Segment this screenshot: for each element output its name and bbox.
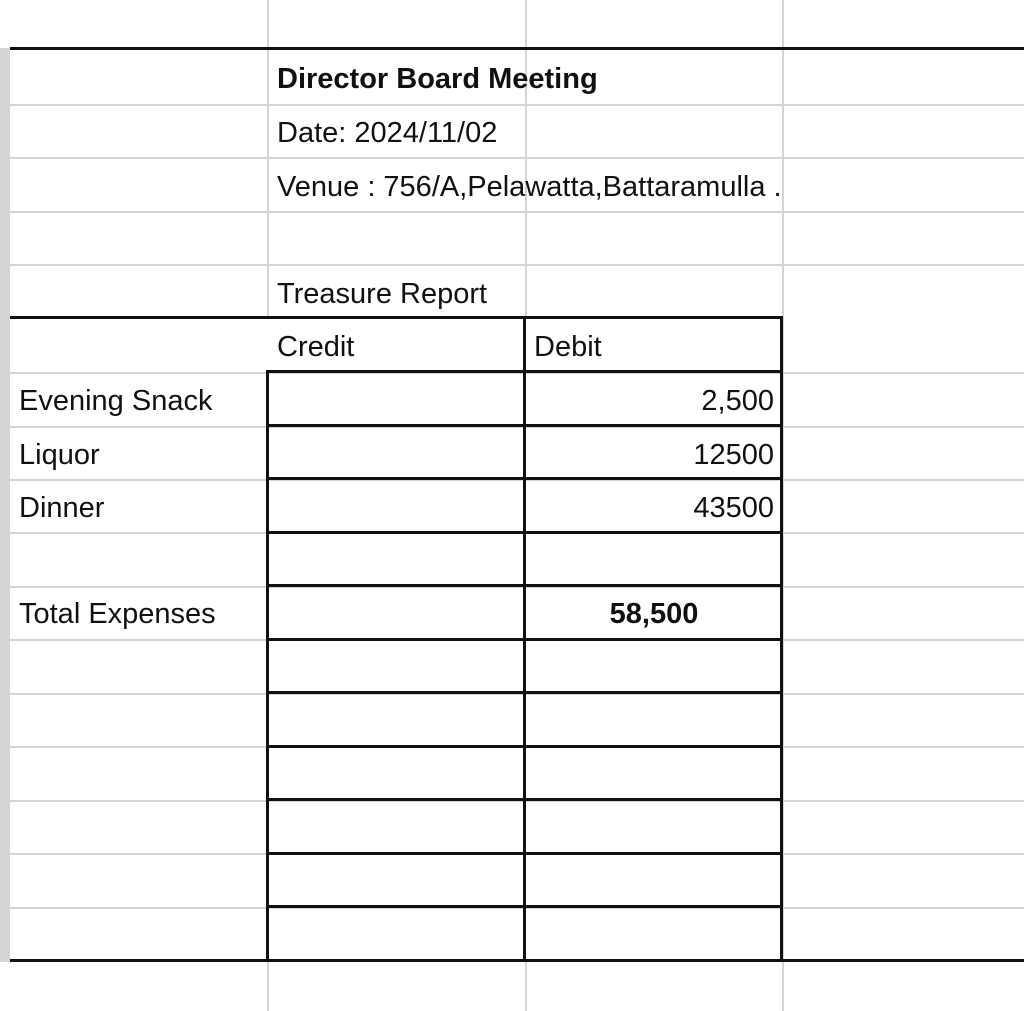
- gridline-vertical: [525, 0, 527, 48]
- meeting-venue-cell[interactable]: Venue : 756/A,Pelawatta,Battaramulla .: [277, 171, 782, 203]
- debit-cell-evening-snack[interactable]: 2,500: [701, 385, 774, 417]
- debit-cell-dinner[interactable]: 43500: [693, 492, 774, 524]
- gridline-vertical: [267, 48, 269, 318]
- meeting-date-cell[interactable]: Date: 2024/11/02: [277, 117, 498, 149]
- border-bottom: [10, 959, 1024, 962]
- gridline-vertical: [267, 962, 269, 1011]
- report-title-cell[interactable]: Treasure Report: [277, 278, 488, 310]
- row-label-evening-snack[interactable]: Evening Snack: [19, 385, 213, 417]
- gridline-vertical: [782, 0, 784, 48]
- credit-header-cell[interactable]: Credit: [277, 331, 355, 363]
- row-label-liquor[interactable]: Liquor: [19, 439, 100, 471]
- gridline-vertical: [525, 962, 527, 1011]
- total-expenses-value[interactable]: 58,500: [609, 598, 699, 630]
- debit-cell-liquor[interactable]: 12500: [693, 439, 774, 471]
- gridline-vertical: [0, 48, 10, 962]
- border-top: [10, 47, 1024, 50]
- gridline-horizontal: [0, 264, 1024, 266]
- debit-header-cell[interactable]: Debit: [534, 331, 602, 363]
- row-label-dinner[interactable]: Dinner: [19, 492, 105, 524]
- gridline-vertical: [782, 962, 784, 1011]
- meeting-title-cell[interactable]: Director Board Meeting: [277, 63, 598, 95]
- table-border-left: [266, 370, 269, 961]
- gridline-horizontal: [0, 157, 1024, 159]
- total-expenses-label[interactable]: Total Expenses: [19, 598, 216, 630]
- gridline-vertical: [267, 0, 269, 48]
